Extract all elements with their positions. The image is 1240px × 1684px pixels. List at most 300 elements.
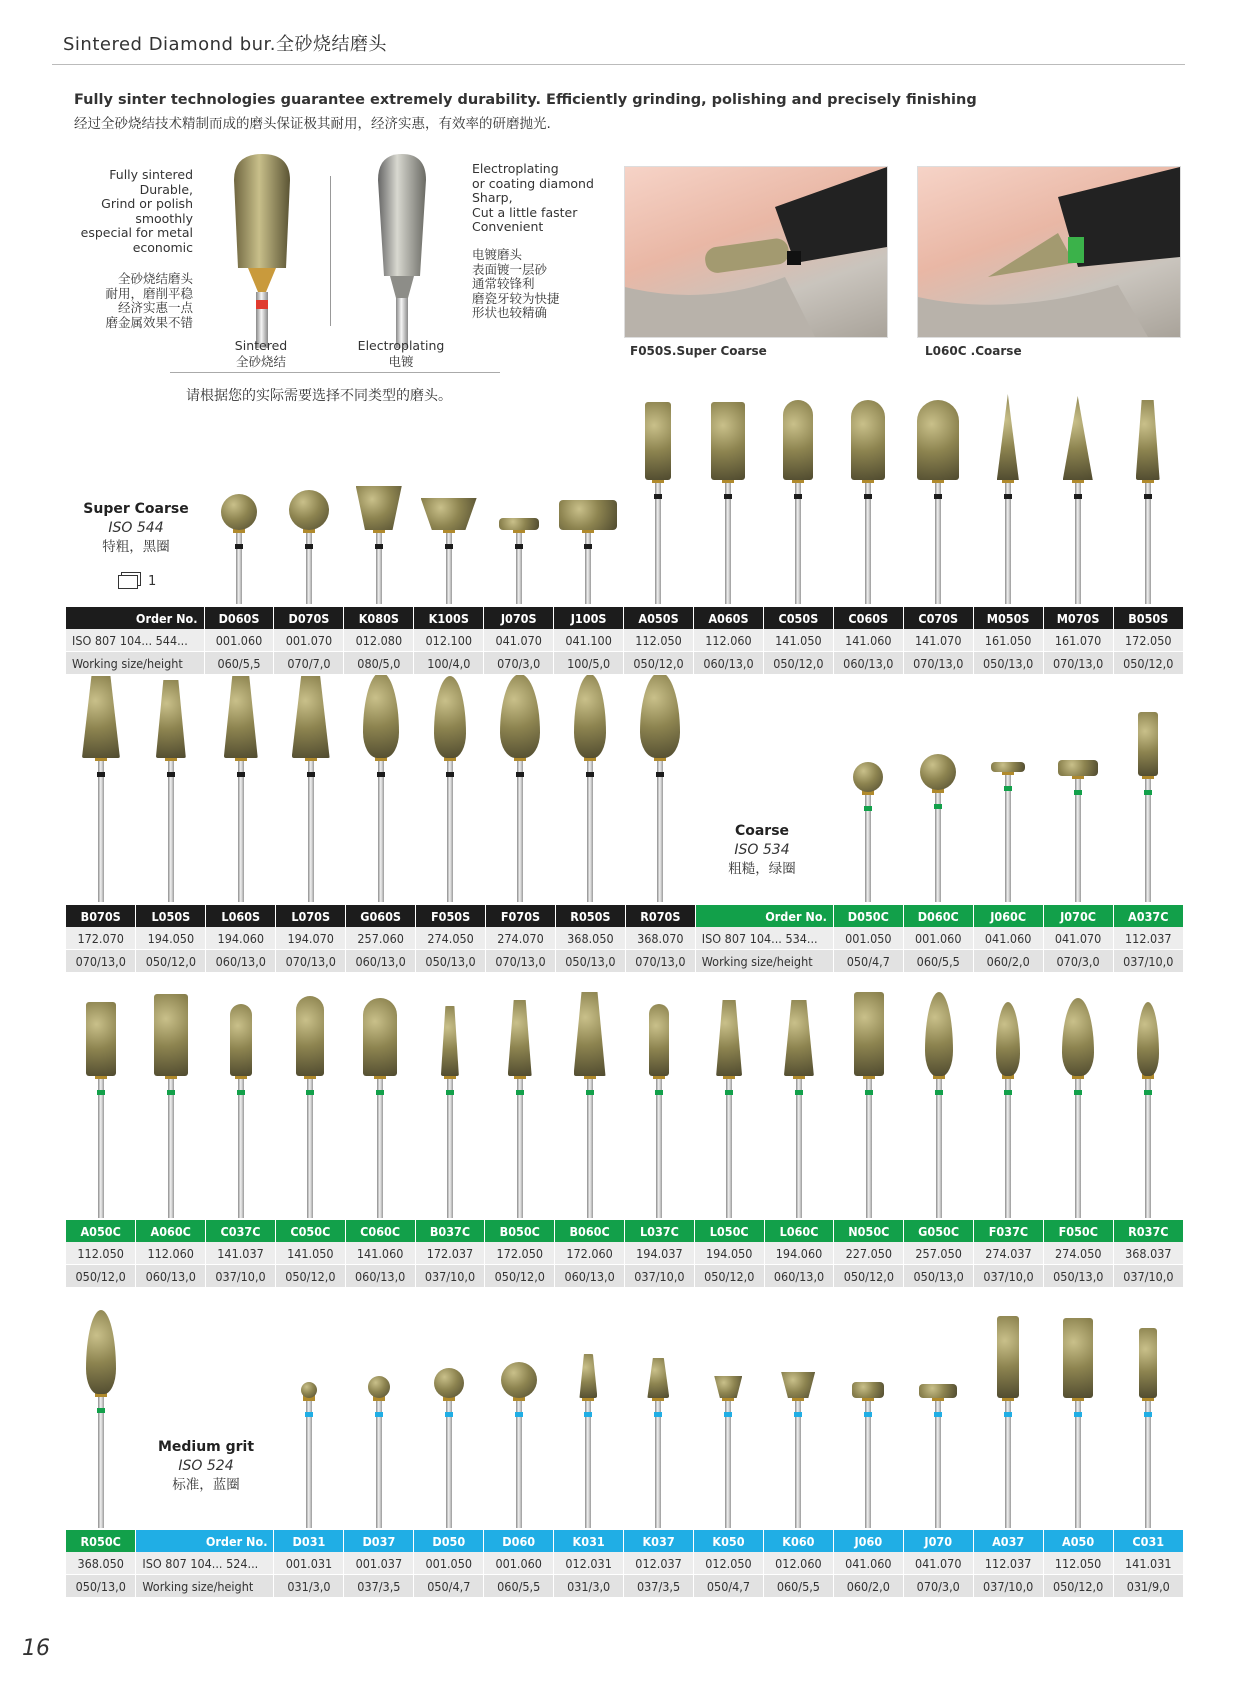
bur-head [851, 400, 885, 480]
order-code: C050S [763, 607, 833, 629]
order-code: G050C [904, 1220, 974, 1242]
bur-head [296, 996, 324, 1076]
bur-head [1139, 1328, 1157, 1398]
order-code: N050C [834, 1220, 904, 1242]
iso-label: ISO 807 104... 544... [66, 629, 204, 652]
working-size: 060/5,5 [763, 1575, 833, 1598]
order-code: A037C [1113, 905, 1183, 927]
working-size: 060/13,0 [346, 950, 416, 973]
iso-number: 194.060 [764, 1242, 834, 1265]
order-code: L070S [276, 905, 346, 927]
bur-head [292, 676, 330, 758]
bur-shank [168, 758, 174, 902]
order-code: A050S [624, 607, 694, 629]
iso-number: 141.031 [1113, 1552, 1183, 1575]
bur-color-ring [586, 1090, 594, 1095]
iso-number: 274.037 [974, 1242, 1044, 1265]
iso-number: 257.050 [904, 1242, 974, 1265]
bur-color-ring [305, 544, 313, 549]
working-size: 050/12,0 [763, 652, 833, 675]
bur-color-ring [377, 772, 385, 777]
bur-shank [306, 1398, 312, 1528]
bur-color-ring [934, 1412, 942, 1417]
bur-shank [585, 1398, 591, 1528]
bur-shank [238, 1076, 244, 1218]
electroplating-description-en: Electroplating or coating diamond Sharp, Cut a little faster Convenient [472, 161, 594, 234]
iso-number: 012.100 [414, 629, 484, 652]
grade-medium-iso: ISO 524 [178, 1458, 234, 1474]
order-code: L060S [206, 905, 276, 927]
iso-number: 001.050 [833, 927, 903, 950]
iso-number: 001.060 [484, 1552, 554, 1575]
order-code: C050C [275, 1220, 345, 1242]
bur-color-ring [724, 1412, 732, 1417]
bur-head [1058, 760, 1098, 776]
working-size: 070/13,0 [1043, 652, 1113, 675]
bur-color-ring [864, 806, 872, 811]
bur-shank [98, 1076, 104, 1218]
working-size: 031/3,0 [274, 1575, 344, 1598]
bur-head [559, 500, 617, 530]
pack-quantity [118, 574, 156, 589]
bur-shank [306, 530, 312, 604]
iso-number: 172.070 [66, 927, 136, 950]
bur-head [221, 494, 257, 530]
product-table-coarse [66, 1220, 1183, 1288]
iso-number: 041.060 [973, 927, 1043, 950]
order-code: A050 [1043, 1530, 1113, 1552]
order-code: B070S [66, 905, 136, 927]
working-size: 060/13,0 [833, 652, 903, 675]
order-code: C060S [833, 607, 903, 629]
bur-head [86, 1002, 116, 1076]
bur-head [434, 1368, 464, 1398]
working-size: 050/13,0 [416, 950, 486, 973]
bur-shank [446, 530, 452, 604]
bur-shank [517, 758, 523, 902]
bur-color-ring [167, 772, 175, 777]
order-code: K050 [694, 1530, 764, 1552]
iso-number: 112.050 [1043, 1552, 1113, 1575]
bur-shank [376, 530, 382, 604]
iso-number: 041.060 [833, 1552, 903, 1575]
bur-head [991, 762, 1025, 772]
order-code: D060C [903, 905, 973, 927]
working-size: 050/13,0 [66, 1575, 136, 1598]
iso-number: 001.050 [414, 1552, 484, 1575]
iso-number: 274.050 [1043, 1242, 1113, 1265]
iso-number: 141.060 [345, 1242, 415, 1265]
page-number: 16 [22, 1636, 50, 1661]
iso-number: 172.050 [485, 1242, 555, 1265]
iso-number: 368.037 [1113, 1242, 1183, 1265]
sintered-bur-image [226, 150, 298, 348]
iso-number: 112.060 [136, 1242, 206, 1265]
bur-color-ring [97, 772, 105, 777]
iso-number: 161.050 [973, 629, 1043, 652]
bur-color-ring [656, 772, 664, 777]
iso-number: 194.060 [206, 927, 276, 950]
iso-number: 112.060 [694, 629, 764, 652]
iso-number: 194.037 [625, 1242, 695, 1265]
iso-number: 194.050 [136, 927, 206, 950]
bur-shank [656, 1076, 662, 1218]
bur-color-ring [586, 772, 594, 777]
bur-shank [308, 758, 314, 902]
bur-head [640, 672, 680, 758]
bur-shank [517, 1076, 523, 1218]
order-code: A060S [694, 607, 764, 629]
working-size: 060/5,5 [903, 950, 973, 973]
bur-shank [236, 530, 242, 604]
electroplating-caption-en: Electroplating [357, 338, 445, 353]
bur-head [649, 1004, 669, 1076]
working-size: 060/5,5 [204, 652, 274, 675]
working-size-label: Working size/height [136, 1575, 274, 1598]
working-size: 037/10,0 [1113, 1265, 1183, 1288]
order-code: J070S [484, 607, 554, 629]
working-size: 070/13,0 [625, 950, 695, 973]
bur-head [574, 992, 606, 1076]
working-size: 050/13,0 [555, 950, 625, 973]
bur-color-ring [516, 772, 524, 777]
photo-coarse-in-use [917, 166, 1181, 338]
bur-shank [1005, 772, 1011, 902]
working-size: 070/3,0 [903, 1575, 973, 1598]
working-size: 060/13,0 [136, 1265, 206, 1288]
bur-shank [516, 530, 522, 604]
package-icon [118, 575, 138, 589]
bur-shank [238, 758, 244, 902]
bur-head [997, 1316, 1019, 1398]
working-size: 037/10,0 [625, 1265, 695, 1288]
order-code: D050 [414, 1530, 484, 1552]
order-code: C037C [206, 1220, 276, 1242]
bur-shank [168, 1076, 174, 1218]
bur-shank [447, 1076, 453, 1218]
order-code: D050C [833, 905, 903, 927]
iso-number: 257.060 [346, 927, 416, 950]
bur-head [854, 992, 884, 1076]
bur-head [784, 1000, 814, 1076]
working-size-label: Working size/height [695, 950, 833, 973]
grade-medium [146, 1438, 266, 1495]
bur-head [996, 1002, 1020, 1076]
bur-color-ring [375, 544, 383, 549]
bur-color-ring [97, 1090, 105, 1095]
bur-head [1063, 396, 1093, 480]
bur-head [434, 676, 466, 758]
bur-color-ring [1074, 494, 1082, 499]
bur-color-ring [1074, 1412, 1082, 1417]
grade-super-coarse-name: Super Coarse [83, 501, 189, 517]
working-size: 050/12,0 [694, 1265, 764, 1288]
bur-head [917, 400, 959, 480]
bur-color-ring [655, 1090, 663, 1095]
grade-coarse [702, 822, 822, 879]
intro-english: Fully sinter technologies guarantee extremely durability. Efficiently grinding, polishing and precisely finishing [74, 92, 977, 108]
grade-super-coarse [76, 500, 196, 557]
bur-shank [98, 1394, 104, 1528]
iso-number: 041.070 [903, 1552, 973, 1575]
sintered-caption-en: Sintered [234, 338, 288, 353]
working-size: 037/3,5 [624, 1575, 694, 1598]
bur-shank [98, 758, 104, 902]
bur-shank [585, 530, 591, 604]
bur-head [289, 490, 329, 530]
bur-head [1137, 1002, 1159, 1076]
bur-shank [1145, 1076, 1151, 1218]
sintered-description-en: Fully sintered Durable, Grind or polish smoothly especial for metal economic [80, 167, 193, 255]
order-code: C070S [903, 607, 973, 629]
intro-chinese: 经过全砂烧结技术精制而成的磨头保证极其耐用，经济实惠，有效率的研磨抛光. [74, 116, 551, 132]
grade-coarse-iso: ISO 534 [734, 842, 790, 858]
bur-head [1063, 1318, 1093, 1398]
iso-number: 172.060 [555, 1242, 625, 1265]
working-size-label: Working size/height [66, 652, 204, 675]
bur-color-ring [935, 1090, 943, 1095]
order-code: B037C [415, 1220, 485, 1242]
bur-color-ring [167, 1090, 175, 1095]
bur-shank [936, 1076, 942, 1218]
working-size: 050/12,0 [66, 1265, 136, 1288]
bur-color-ring [725, 1090, 733, 1095]
working-size: 031/3,0 [554, 1575, 624, 1598]
bur-color-ring [1144, 1412, 1152, 1417]
bur-color-ring [237, 772, 245, 777]
bur-head [711, 402, 745, 480]
bur-color-ring [864, 1412, 872, 1417]
bur-color-ring [375, 1412, 383, 1417]
iso-number: 112.050 [66, 1242, 136, 1265]
iso-number: 141.060 [833, 629, 903, 652]
order-code: R050S [555, 905, 625, 927]
bur-color-ring [446, 772, 454, 777]
grade-medium-zh: 标准，蓝圈 [172, 1477, 240, 1493]
sintered-caption-zh: 全砂烧结 [235, 354, 286, 369]
bur-head [508, 1000, 532, 1076]
bur-color-ring [305, 1412, 313, 1417]
bur-head [783, 400, 813, 480]
bur-head [853, 762, 883, 792]
order-code: D070S [274, 607, 344, 629]
bur-color-ring [584, 544, 592, 549]
bur-color-ring [864, 494, 872, 499]
bur-color-ring [235, 544, 243, 549]
working-size: 050/12,0 [1043, 1575, 1113, 1598]
bur-head [363, 672, 399, 758]
bur-color-ring [865, 1090, 873, 1095]
bur-shank [935, 1398, 941, 1528]
bur-head [574, 674, 606, 758]
working-size: 050/13,0 [973, 652, 1043, 675]
bur-color-ring [724, 494, 732, 499]
bur-color-ring [1144, 1090, 1152, 1095]
iso-number: 012.037 [624, 1552, 694, 1575]
working-size: 037/10,0 [206, 1265, 276, 1288]
bur-shank [587, 1076, 593, 1218]
bur-shank [377, 1076, 383, 1218]
order-code: K031 [554, 1530, 624, 1552]
bur-head [499, 518, 539, 530]
iso-number: 041.070 [1043, 927, 1113, 950]
working-size: 070/13,0 [276, 950, 346, 973]
iso-number: 112.037 [1113, 927, 1183, 950]
bur-head [368, 1376, 390, 1398]
bur-color-ring [934, 494, 942, 499]
order-code: B050C [485, 1220, 555, 1242]
bur-color-ring [1074, 790, 1082, 795]
order-code: L060C [764, 1220, 834, 1242]
grade-coarse-zh: 粗糙，绿圈 [728, 861, 796, 877]
working-size: 050/12,0 [485, 1265, 555, 1288]
bur-color-ring [934, 804, 942, 809]
order-code: R037C [1113, 1220, 1183, 1242]
working-size: 050/12,0 [834, 1265, 904, 1288]
electroplated-bur-image [368, 150, 436, 348]
bur-color-ring [1004, 494, 1012, 499]
bur-head [645, 402, 671, 480]
grade-coarse-name: Coarse [734, 823, 790, 839]
order-no-header: Order No. [695, 905, 833, 927]
bur-head [1138, 712, 1158, 776]
working-size: 037/10,0 [974, 1265, 1044, 1288]
order-code: C060C [345, 1220, 415, 1242]
bur-shank [657, 758, 663, 902]
bur-shank [726, 1076, 732, 1218]
order-code: K080S [344, 607, 414, 629]
order-code: R050C [66, 1530, 136, 1552]
working-size: 050/12,0 [136, 950, 206, 973]
bur-head [356, 486, 402, 530]
iso-number: 001.037 [344, 1552, 414, 1575]
working-size: 070/13,0 [66, 950, 136, 973]
bur-head [441, 1006, 459, 1076]
bur-shank [655, 1398, 661, 1528]
bur-head [363, 998, 397, 1076]
bur-color-ring [1004, 1090, 1012, 1095]
order-code: A060C [136, 1220, 206, 1242]
bur-color-ring [794, 1412, 802, 1417]
bur-color-ring [307, 772, 315, 777]
order-code: J070C [1043, 905, 1113, 927]
bur-head [301, 1382, 317, 1398]
iso-number: 112.050 [624, 629, 694, 652]
bur-head [501, 1362, 537, 1398]
working-size: 070/3,0 [1043, 950, 1113, 973]
working-size: 060/2,0 [973, 950, 1043, 973]
working-size: 031/9,0 [1113, 1575, 1183, 1598]
bur-shank [1005, 1076, 1011, 1218]
bur-head [230, 1004, 252, 1076]
bur-head [919, 1384, 957, 1398]
bur-shank [1075, 1076, 1081, 1218]
bur-head [781, 1372, 815, 1398]
bur-color-ring [97, 1408, 105, 1413]
bur-head [421, 498, 477, 530]
bur-color-ring [445, 544, 453, 549]
order-no-header: Order No. [136, 1530, 274, 1552]
iso-number: 368.050 [555, 927, 625, 950]
bur-color-ring [445, 1412, 453, 1417]
bur-head [500, 674, 540, 758]
iso-number: 368.050 [66, 1552, 136, 1575]
bur-color-ring [516, 1090, 524, 1095]
bur-shank [866, 1076, 872, 1218]
bur-color-ring [1004, 1412, 1012, 1417]
order-code: D037 [344, 1530, 414, 1552]
bur-head [86, 1310, 116, 1394]
iso-number: 041.070 [484, 629, 554, 652]
working-size: 060/2,0 [833, 1575, 903, 1598]
working-size: 050/4,7 [414, 1575, 484, 1598]
bur-head [579, 1354, 597, 1398]
working-size: 050/4,7 [694, 1575, 764, 1598]
order-code: K060 [763, 1530, 833, 1552]
bur-head [1062, 998, 1094, 1076]
electroplating-description-zh: 电镀磨头 表面镀一层砂 通常较锋利 磨瓷牙较为快捷 形状也较精确 [472, 247, 560, 320]
iso-label: ISO 807 104... 534... [695, 927, 833, 950]
bur-color-ring [376, 1090, 384, 1095]
working-size: 070/7,0 [274, 652, 344, 675]
bur-color-ring [237, 1090, 245, 1095]
iso-number: 368.070 [625, 927, 695, 950]
iso-number: 001.060 [903, 927, 973, 950]
working-size: 050/12,0 [1113, 652, 1183, 675]
bur-shank [376, 1398, 382, 1528]
order-code: L050S [136, 905, 206, 927]
order-code: J060 [833, 1530, 903, 1552]
bur-head [1136, 400, 1160, 480]
iso-number: 141.050 [763, 629, 833, 652]
working-size: 037/10,0 [1113, 950, 1183, 973]
bur-shank [1145, 1398, 1151, 1528]
iso-number: 194.050 [694, 1242, 764, 1265]
order-code: L037C [625, 1220, 695, 1242]
photo-caption-super-coarse: F050S.Super Coarse [630, 344, 767, 358]
grade-super-coarse-iso: ISO 544 [108, 520, 164, 536]
bur-color-ring [515, 1412, 523, 1417]
iso-number: 041.100 [554, 629, 624, 652]
working-size: 070/13,0 [486, 950, 556, 973]
order-code: F037C [974, 1220, 1044, 1242]
bur-head [852, 1382, 884, 1398]
bur-color-ring [584, 1412, 592, 1417]
bur-head [224, 676, 258, 758]
working-size: 100/4,0 [414, 652, 484, 675]
bur-head [154, 994, 188, 1076]
iso-number: 274.050 [416, 927, 486, 950]
working-size: 037/3,5 [344, 1575, 414, 1598]
bur-head [156, 680, 186, 758]
iso-number: 012.060 [763, 1552, 833, 1575]
bur-color-ring [794, 494, 802, 499]
order-code: J060C [973, 905, 1043, 927]
order-code: A037 [973, 1530, 1043, 1552]
working-size: 050/4,7 [833, 950, 903, 973]
bur-color-ring [654, 494, 662, 499]
order-code: M050S [973, 607, 1043, 629]
bur-shank [865, 1398, 871, 1528]
order-code: B050S [1113, 607, 1183, 629]
bur-shank [307, 1076, 313, 1218]
order-code: M070S [1043, 607, 1113, 629]
iso-number: 012.031 [554, 1552, 624, 1575]
iso-number: 001.060 [204, 629, 274, 652]
order-code: K037 [624, 1530, 694, 1552]
bur-color-ring [446, 1090, 454, 1095]
order-code: D060S [204, 607, 274, 629]
